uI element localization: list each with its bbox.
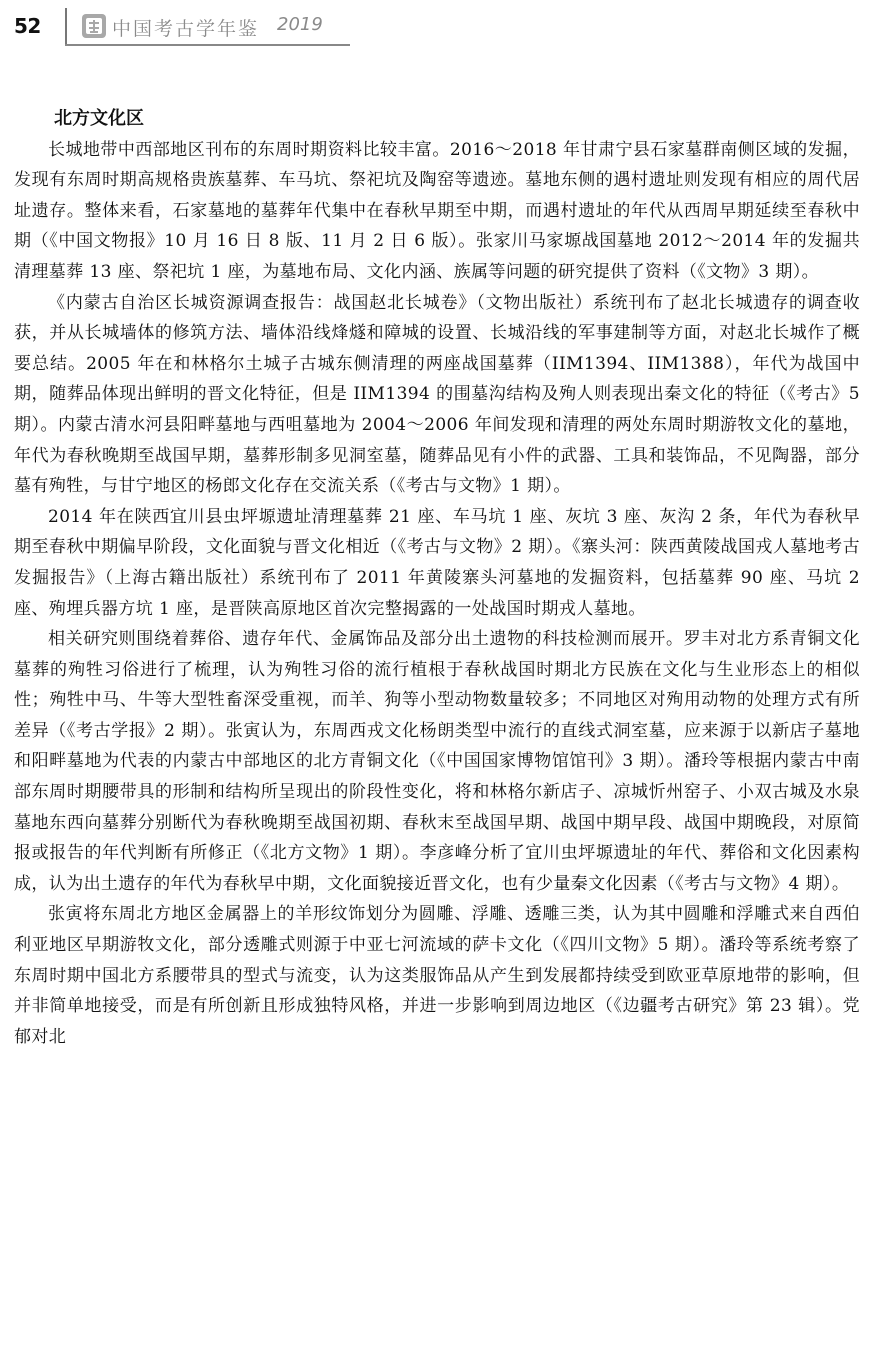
book-title: 中国考古学年鉴	[112, 18, 260, 40]
header-vertical-rule	[65, 8, 67, 46]
paragraph: 《内蒙古自治区长城资源调查报告：战国赵北长城卷》（文物出版社）系统刊布了赵北长城遗存的调查收获，并从长城墙体的修筑方法、墙体沿线烽燧和障城的设置、长城沿线的军事建制等方面，对赵北长城作了概要总结。2005 年在和林格尔土城子古城东侧清理的两座战国墓葬（IIM1394、IIM1388），年代为战国中期，随葬品体现出鲜明的晋文化特征，但是 IIM1394 的围墓沟结构及殉人则表现出秦文化的特征（《考古》5 期）。内蒙古清水河县阳畔墓地与西咀墓地为 2004～2006 年间发现和清理的两处东周时期游牧文化的墓地，年代为春秋晚期至战国早期，墓葬形制多见洞室墓，随葬品见有小件的武器、工具和装饰品，不见陶器，部分墓有殉牲，与甘宁地区的杨郎文化存在交流关系（《考古与文物》1 期）。	[14, 292, 860, 497]
running-header	[0, 0, 873, 50]
page-number: 52	[14, 14, 41, 38]
yearbook-logo-icon	[80, 12, 108, 40]
paragraph: 张寅将东周北方地区金属器上的羊形纹饰划分为圆雕、浮雕、透雕三类，认为其中圆雕和浮雕式来自西伯利亚地区早期游牧文化，部分透雕式则源于中亚七河流域的萨卡文化（《四川文物》5 期）。潘玲等系统考察了东周时期中国北方系腰带具的型式与流变，认为这类服饰品从产生到发展都持续受到欧亚草原地带的影响，但并非简单地接受，而是有所创新且形成独特风格，并进一步影响到周边地区（《边疆考古研究》第 23 辑）。党郁对北	[14, 904, 860, 1047]
paragraph: 2014 年在陕西宜川县虫坪塬遗址清理墓葬 21 座、车马坑 1 座、灰坑 3 座、灰沟 2 条，年代为春秋早期至春秋中期偏早阶段，文化面貌与晋文化相近（《考古与文物》2 期）。《寨头河：陕西黄陵战国戎人墓地考古发掘报告》（上海古籍出版社）系统刊布了 2011 年黄陵寨头河墓地的发掘资料，包括墓葬 90 座、马坑 2 座、殉埋兵器方坑 1 座，是晋陕高原地区首次完整揭露的一处战国时期戎人墓地。	[14, 506, 860, 619]
section-title: 北方文化区	[54, 108, 144, 129]
paragraph: 相关研究则围绕着葬俗、遗存年代、金属饰品及部分出土遗物的科技检测而展开。罗丰对北方系青铜文化墓葬的殉牲习俗进行了梳理，认为殉牲习俗的流行植根于春秋战国时期北方民族在文化与生业形态上的相似性；殉牲中马、牛等大型牲畜深受重视，而羊、狗等小型动物数量较多；不同地区对殉用动物的处理方式有所差异（《考古学报》2 期）。张寅认为，东周西戎文化杨朗类型中流行的直线式洞室墓，应来源于以新店子墓地和阳畔墓地为代表的内蒙古中部地区的北方青铜文化（《中国国家博物馆馆刊》3 期）。潘玲等根据内蒙古中南部东周时期腰带具的形制和结构所呈现出的阶段性变化，将和林格尔新店子、凉城忻州窑子、小双古城及水泉墓地东西向墓葬分别断代为春秋晚期至战国初期、春秋末至战国早期、战国中期早段、战国中期晚段，对原简报或报告的年代判断有所修正（《北方文物》1 期）。李彦峰分析了宜川虫坪塬遗址的年代、葬俗和文化因素构成，认为出土遗存的年代为春秋早中期，文化面貌接近晋文化，也有少量秦文化因素（《考古与文物》4 期）。	[14, 629, 860, 894]
book-year: 2019	[277, 14, 323, 35]
header-horizontal-rule	[65, 44, 350, 46]
paragraph: 长城地带中西部地区刊布的东周时期资料比较丰富。2016～2018 年甘肃宁县石家墓群南侧区域的发掘，发现有东周时期高规格贵族墓葬、车马坑、祭祀坑及陶窑等遗迹。墓地东侧的遇村遗址则发现有相应的周代居址遗存。整体来看，石家墓地的墓葬年代集中在春秋早期至中期，而遇村遗址的年代从西周早期延续至春秋中期（《中国文物报》10 月 16 日 8 版、11 月 2 日 6 版）。张家川马家塬战国墓地 2012～2014 年的发掘共清理墓葬 13 座、祭祀坑 1 座，为墓地布局、文化内涵、族属等问题的研究提供了资料（《文物》3 期）。	[14, 139, 860, 282]
article-body	[14, 104, 860, 1052]
